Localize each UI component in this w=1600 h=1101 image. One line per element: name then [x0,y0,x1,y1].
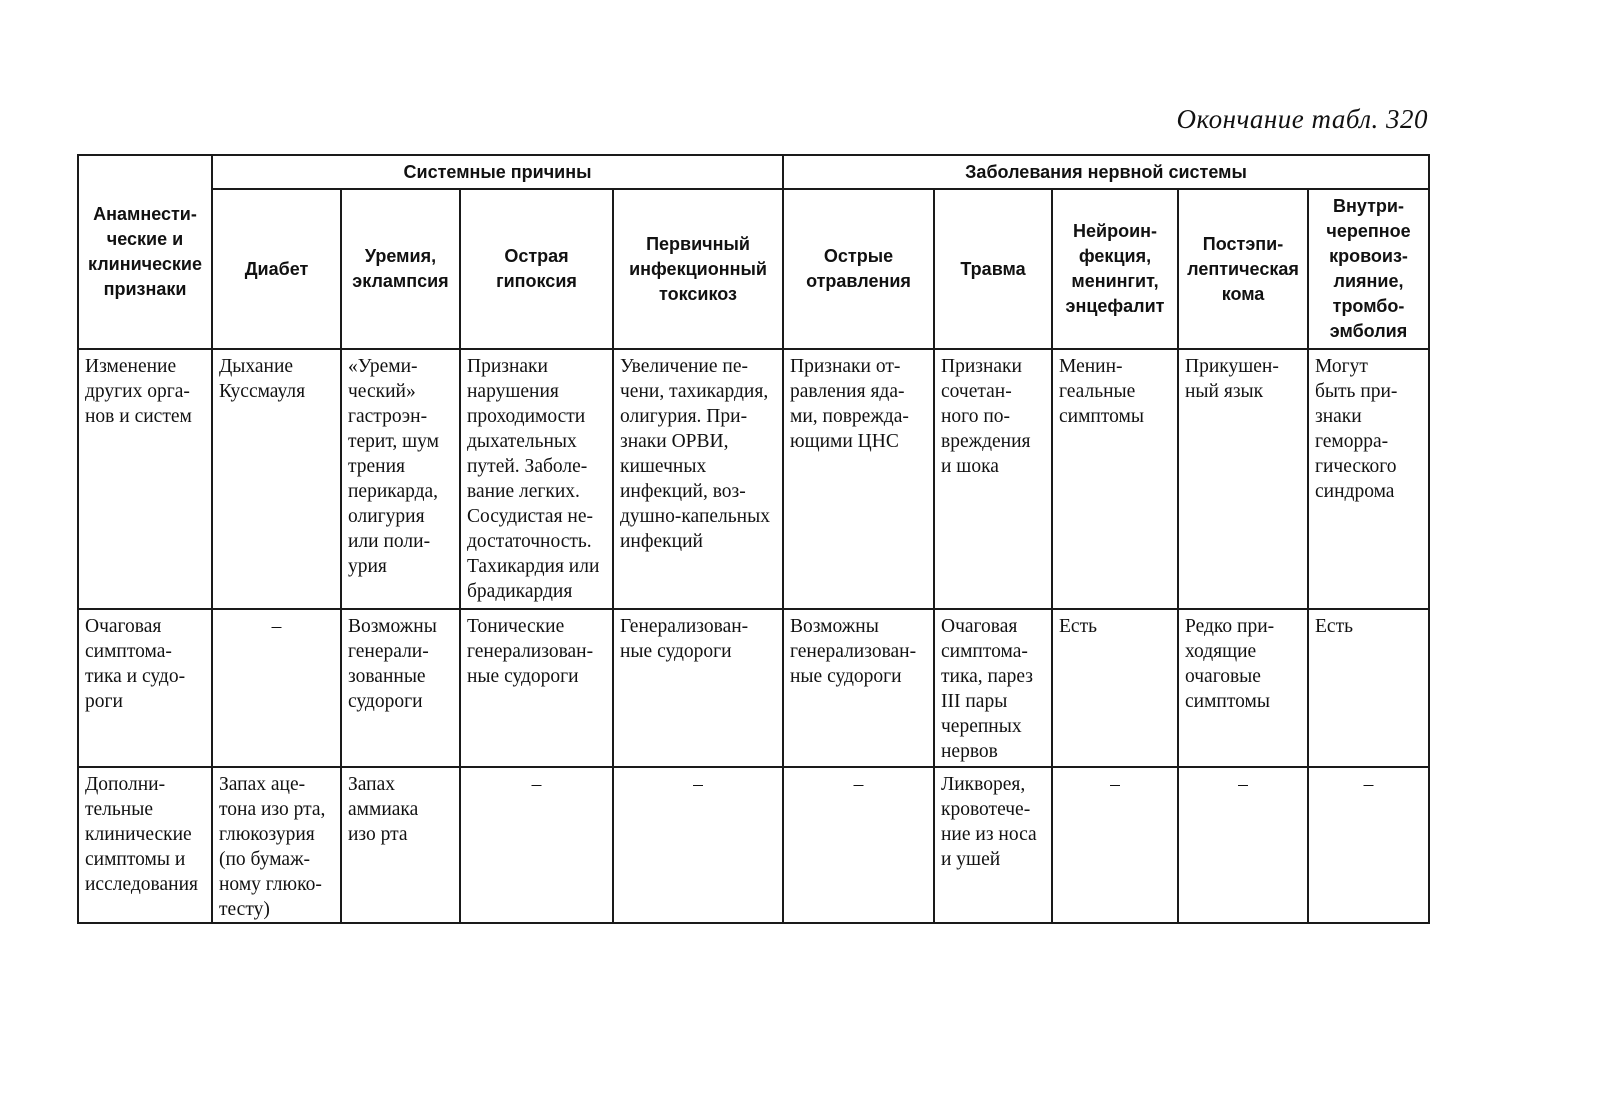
column-header [1308,189,1429,349]
column-header-label: Уремия, эклампсия [352,246,449,291]
table-cell: Менин- геальные симптомы [1052,349,1178,609]
column-header [212,189,341,349]
table-cell: – [1052,767,1178,923]
table-caption: Окончание табл. 320 [1176,104,1428,134]
table-cell: – [1178,767,1308,923]
group-header-nervous-system: Заболевания нервной системы [783,155,1429,189]
column-header-label: Постэпи- лептическая кома [1187,233,1299,304]
table-row [78,767,1429,923]
column-header [934,189,1052,349]
table-cell: – [1308,767,1429,923]
column-header [341,189,460,349]
column-header-label: Первичный инфекционный токсикоз [629,233,767,304]
column-header-label: Острая гипоксия [496,246,577,291]
table-cell: – [613,767,783,923]
column-header [783,189,934,349]
table-cell: Редко при- ходящие очаговые симптомы [1178,609,1308,767]
table-cell: Дыхание Куссмауля [212,349,341,609]
comparison-table [77,154,1430,924]
table-cell: – [212,609,341,767]
table-cell: Возможны генерализован- ные судороги [783,609,934,767]
table-cell: – [783,767,934,923]
column-header [1178,189,1308,349]
table-cell: Генерализован- ные судороги [613,609,783,767]
table-cell: – [460,767,613,923]
table-cell: Признаки от- равления яда- ми, поврежда- ющими ЦНС [783,349,934,609]
column-header-label: Внутри- черепное кровоиз- лияние, тромбо- эмболия [1326,196,1411,341]
group-header-systemic: Системные причины [212,155,783,189]
table-cell: Увеличение пе- чени, тахикардия, олигурия. При- знаки ОРВИ, кишечных инфекций, воз- душно-капельных инфекций [613,349,783,609]
table-cell: Ликворея, кровотече- ние из носа и ушей [934,767,1052,923]
column-header [460,189,613,349]
table-cell: Запах аммиака изо рта [341,767,460,923]
table-cell: Прикушен- ный язык [1178,349,1308,609]
row-label: Очаговая симптома- тика и судо- роги [78,609,212,767]
row-label: Изменение других орга- нов и систем [78,349,212,609]
column-header-label: Диабет [244,258,309,279]
table-cell: Могут быть при- знаки геморра- гического синдрома [1308,349,1429,609]
table-cell: Признаки нарушения проходимости дыхательных путей. Заболе- вание легких. Сосудистая не- достаточность. Тахикардия или брадикардия [460,349,613,609]
column-header-label: Острые отравления [806,246,911,291]
row-label: Дополни- тельные клинические симптомы и исследования [78,767,212,923]
column-header-label: Травма [960,258,1026,279]
row-header-title: Анамнести- ческие и клинические признаки [88,204,202,299]
table-cell: Очаговая симптома- тика, парез III пары черепных нервов [934,609,1052,767]
table-row [78,609,1429,767]
table-cell: Есть [1052,609,1178,767]
table-cell: «Уреми- ческий» гастроэн- терит, шум трения перикарда, олигурия или поли- урия [341,349,460,609]
row-header-title-cell [78,155,212,349]
table-cell: Тонические генерализован- ные судороги [460,609,613,767]
table-row [78,349,1429,609]
table-cell: Возможны генерали- зованные судороги [341,609,460,767]
table-cell: Признаки сочетан- ного по- вреждения и шока [934,349,1052,609]
table-cell: Запах аце- тона изо рта, глюкозурия (по бумаж- ному глюко- тесту) [212,767,341,923]
column-header [1052,189,1178,349]
column-header [613,189,783,349]
column-header-label: Нейроин- фекция, менингит, энцефалит [1065,221,1165,316]
table-cell: Есть [1308,609,1429,767]
